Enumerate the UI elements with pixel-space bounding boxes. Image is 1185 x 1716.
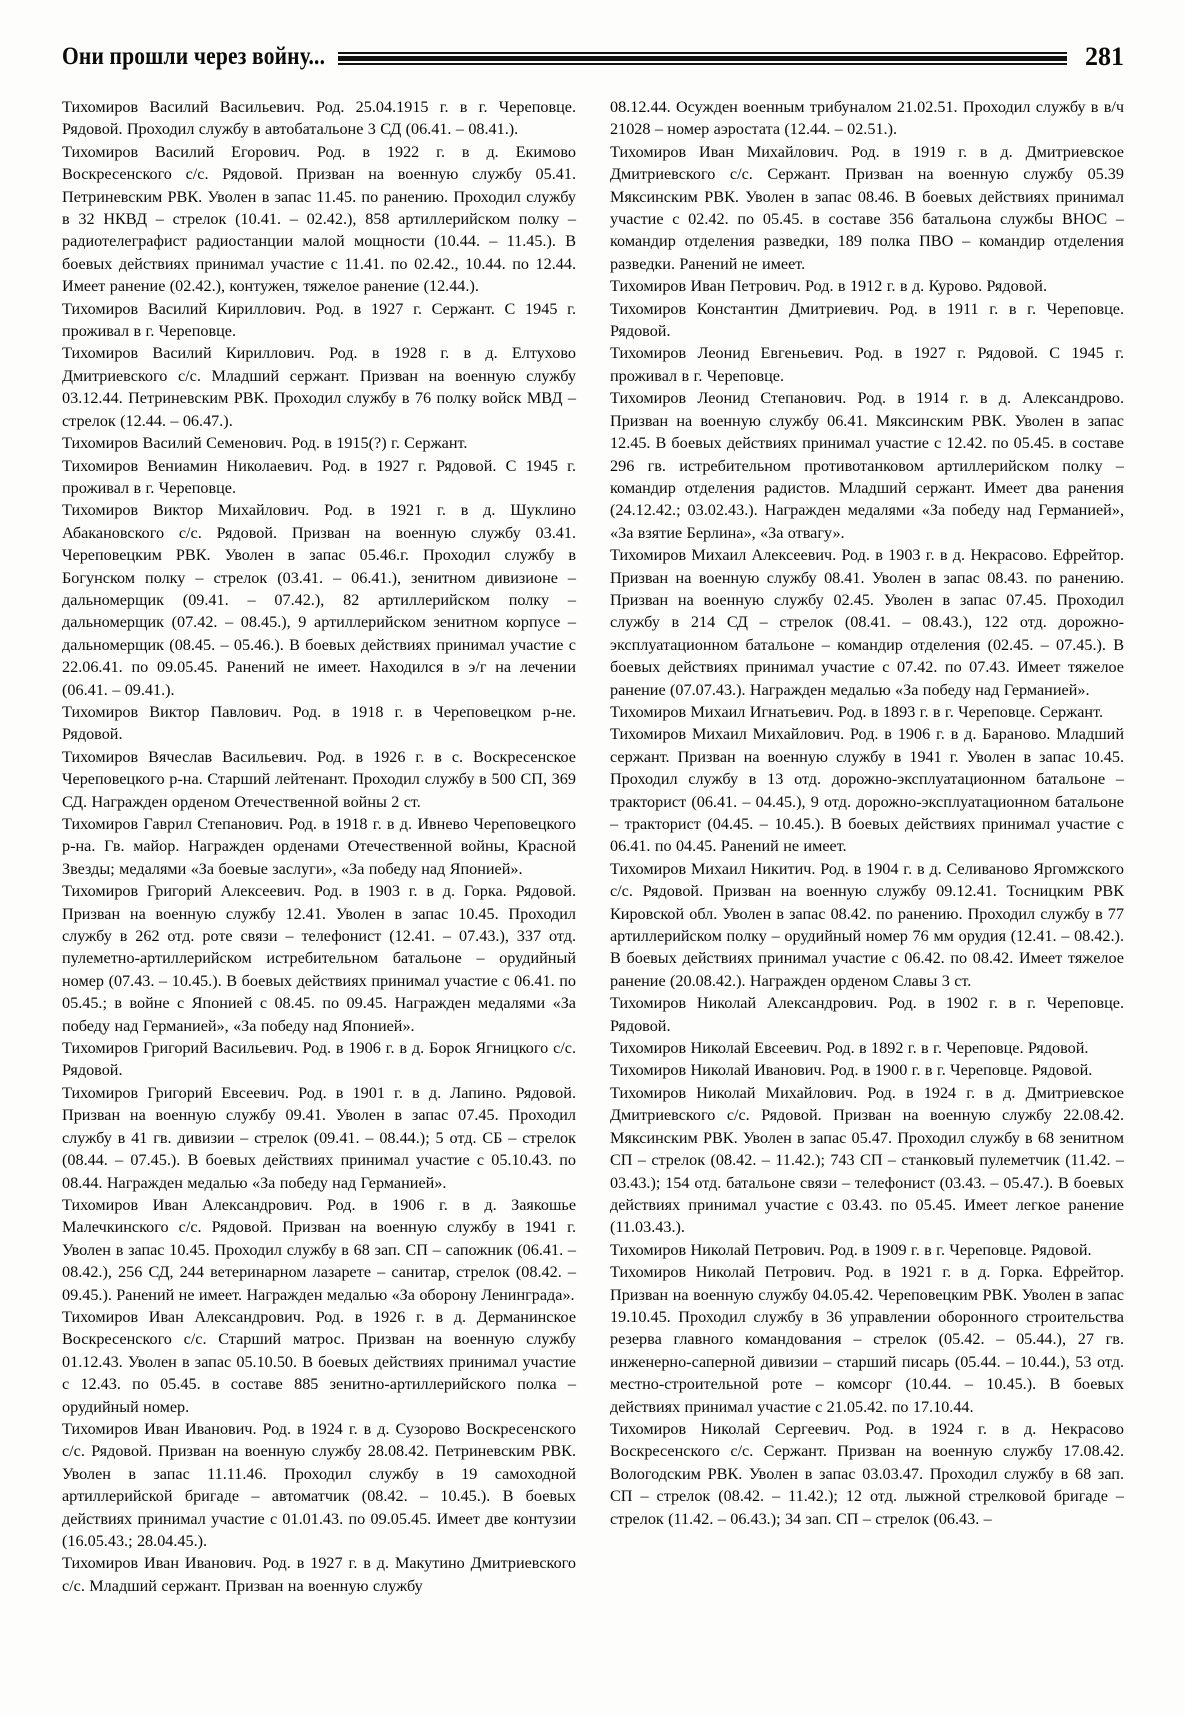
entry-paragraph: Тихомиров Иван Михайлович. Род. в 1919 г. в д. Дмитриевское Дмитриевского с/с. Сержант. Призван на военную службу 05.39 Мяксинским РВК. Уволен в запас 08.46. В боевых действиях принимал участие с 02.42. по 05.45. в составе 356 батальона службы ВНОС – командир отделения разведки, 189 полка ПВО – командир отделения разведки. Ранений не имеет. (610, 142, 1124, 273)
entry-paragraph: Тихомиров Вячеслав Васильевич. Род. в 1926 г. в с. Воскресенское Череповецкого р-на. Старший лейтенант. Проходил службу в 500 СП, 369 СД. Награжден орденом Отечественной войны 2 ст. (62, 747, 576, 811)
entry-paragraph: Тихомиров Иван Александрович. Род. в 1926 г. в д. Дерманинское Воскресенского с/с. Старший матрос. Призван на военную службу 01.12.43. Уволен в запас 05.10.50. В боевых действиях принимал участие с 12.43. по 05.45. в составе 885 зенитно-артиллерийского полка – орудийный номер. (62, 1307, 576, 1416)
entry-paragraph: Тихомиров Николай Михайлович. Род. в 1924 г. в д. Дмитриевское Дмитриевского с/с. Рядовой. Призван на военную службу 22.08.42. Мяксинским РВК. Уволен в запас 05.47. Проходил службу в 68 зенитном СП – стрелок (08.42. – 11.42.); 743 СП – станковый пулеметчик (11.42. – 03.43.); 154 отд. батальоне связи – телефонист (03.43. – 05.47.). В боевых действиях принимал участие с 03.43. по 05.45. Имеет легкое ранение (11.03.43.). (610, 1083, 1124, 1237)
entry-paragraph: Тихомиров Николай Петрович. Род. в 1921 г. в д. Горка. Ефрейтор. Призван на военную службу 04.05.42. Череповецким РВК. Уволен в запас 19.10.45. Проходил службу в 36 управлении оборонного строительства резерва главного командования – стрелок (05.42. – 05.44.), 27 гв. инженерно-саперной дивизии – старший писарь (05.44. – 10.44.), 53 отд. местно-строительной роте – комсорг (10.44. – 10.45.). В боевых действиях принимал участие с 21.05.42. по 17.10.44. (610, 1263, 1124, 1416)
entry-paragraph: Тихомиров Виктор Михайлович. Род. в 1921 г. в д. Шуклино Абакановского с/с. Рядовой. Призван на военную службу 03.41. Череповецким РВК. Уволен в запас 05.46.г. Проходил службу в Богунском полку – стрелок (03.41. – 06.41.), зенитном дивизионе – дальномерщик (09.41. – 07.42.), 82 артиллерийском полку – дальномерщик (07.42. – 08.45.), 9 артиллерийском зенитном корпусе – дальномерщик (08.45. – 05.46.). В боевых действиях принимал участие с 22.06.41. по 09.05.45. Ранений не имеет. Находился в э/г на лечении (06.41. – 09.41.). (62, 501, 576, 699)
book-title: Они прошли через войну... (62, 43, 326, 70)
entry-paragraph: Тихомиров Николай Иванович. Род. в 1900 г. в г. Череповце. Рядовой. (610, 1061, 1093, 1080)
entry-paragraph: Тихомиров Василий Васильевич. Род. 25.04.1915 г. в г. Череповце. Рядовой. Проходил службу в автобатальоне 3 СД (06.41. – 08.41.). (62, 98, 576, 139)
entry-paragraph: Тихомиров Леонид Степанович. Род. в 1914 г. в д. Александрово. Призван на военную службу 06.41. Мяксинским РВК. Уволен в запас 12.45. В боевых действиях принимал участие с 12.42. по 05.45. в составе 296 гв. истребительном противотанковом артиллерийском полку – командир отделения радистов. Младший сержант. Имеет два ранения (24.12.42.; 03.02.43.). Награжден медалями «За победу над Германией», «За взятие Берлина», «За отвагу». (610, 389, 1124, 542)
header-rule-middle-bar (338, 56, 1067, 61)
entry-paragraph: Тихомиров Михаил Алексеевич. Род. в 1903 г. в д. Некрасово. Ефрейтор. Призван на военную службу 08.41. Уволен в запас 08.43. по ранению. Призван на военную службу 02.45. Уволен в запас 07.45. Проходил службу в 214 СД – стрелок (08.41. – 08.43.), 122 отд. дорожно-эксплуатационном батальоне – командир отделения (02.45. – 07.45.). В боевых действиях принимал участие с 07.42. по 07.43. Имеет тяжелое ранение (07.07.43.). Награжден медалью «За победу над Германией». (610, 546, 1124, 699)
entry-paragraph: Тихомиров Виктор Павлович. Род. в 1918 г. в Череповецком р-не. Рядовой. (62, 702, 576, 744)
entry-paragraph: Тихомиров Николай Петрович. Род. в 1909 г. в г. Череповце. Рядовой. (610, 1240, 1092, 1259)
entry-paragraph: Тихомиров Николай Александрович. Род. в 1902 г. в г. Череповце. Рядовой. (610, 994, 1124, 1035)
header-rule-ornament (338, 52, 1067, 65)
entry-paragraph: 08.12.44. Осужден военным трибуналом 21.02.51. Проходил службу в в/ч 21028 – номер аэростата (12.44. – 02.51.). (610, 98, 1124, 139)
entry-paragraph: Тихомиров Михаил Игнатьевич. Род. в 1893 г. в г. Череповце. Сержант. (610, 702, 1103, 721)
entry-paragraph: Тихомиров Михаил Михайлович. Род. в 1906 г. в д. Бараново. Младший сержант. Призван на военную службу в 1941 г. Уволен в запас 10.45. Проходил службу в 13 отд. дорожно-эксплуатационном батальоне – тракторист (06.41. – 04.45.), 9 отд. дорожно-эксплуатационном батальоне – тракторист (04.45. – 10.45.). В боевых действиях принимал участие с 06.41. по 04.45. Ранений не имеет. (610, 725, 1124, 856)
entry-paragraph: Тихомиров Николай Евсеевич. Род. в 1892 г. в г. Череповце. Рядовой. (610, 1039, 1089, 1058)
entry-paragraph: Тихомиров Григорий Васильевич. Род. в 1906 г. в д. Борок Ягницкого с/с. Рядовой. (62, 1039, 576, 1080)
entry-paragraph: Тихомиров Иван Александрович. Род. в 1906 г. в д. Заякошье Малечкинского с/с. Рядовой. Призван на военную службу в 1941 г. Уволен в запас 10.45. Проходил службу в 68 зап. СП – сапожник (06.41. – 08.42.), 256 СД, 244 ветеринарном лазарете – санитар, стрелок (08.42. – 09.45.). Ранений не имеет. Награжден медалью «За оборону Ленинграда». (62, 1195, 576, 1304)
entry-paragraph: Тихомиров Василий Семенович. Род. в 1915(?) г. Сержант. (62, 434, 468, 453)
text-body (62, 96, 1124, 1686)
entry-paragraph: Тихомиров Василий Егорович. Род. в 1922 г. в д. Екимово Воскресенского с/с. Рядовой. Призван на военную службу 05.41. Петриневским РВК. Уволен в запас 11.45. по ранению. Проходил службу в 32 НКВД – стрелок (10.41. – 02.42.), 858 артиллерийском полку – радиотелеграфист радиостанции малой мощности (10.44. – 11.45.). В боевых действиях принимал участие с 11.41. по 02.42., 10.44. по 12.44. Имеет ранение (02.42.), контужен, тяжелое ранение (12.44.). (62, 142, 576, 296)
left-column (62, 96, 576, 1686)
entry-paragraph: Тихомиров Иван Иванович. Род. в 1927 г. в д. Макутино Дмитриевского с/с. Младший сержант. Призван на военную службу (62, 1554, 576, 1595)
entry-paragraph: Тихомиров Николай Сергеевич. Род. в 1924 г. в д. Некрасово Воскресенского с/с. Сержант. Призван на военную службу 17.08.42. Вологодским РВК. Уволен в запас 03.03.47. Проходил службу в 68 зап. СП – стрелок (08.42. – 11.42.); 12 отд. лыжной стрелковой бригаде – стрелок (11.42. – 06.43.); 34 зап. СП – стрелок (06.43. – (610, 1419, 1124, 1528)
entry-paragraph: Тихомиров Гаврил Степанович. Род. в 1918 г. в д. Ивнево Череповецкого р-на. Гв. майор. Награжден орденами Отечественной войны, Красной Звезды; медалями «За боевые заслуги», «За победу над Японией». (62, 815, 576, 878)
running-header (62, 36, 1124, 78)
entry-paragraph: Тихомиров Иван Иванович. Род. в 1924 г. в д. Сузорово Воскресенского с/с. Рядовой. Призван на военную службу 28.08.42. Петриневским РВК. Уволен в запас 11.11.46. Проходил службу в 19 самоходной артиллерийской бригаде – автоматчик (08.42. – 10.45.). В боевых действиях принимал участие с 01.01.43. по 09.05.45. Имеет две контузии (16.05.43.; 28.04.45.). (62, 1419, 576, 1550)
entry-paragraph: Тихомиров Григорий Алексеевич. Род. в 1903 г. в д. Горка. Рядовой. Призван на военную службу 12.41. Уволен в запас 10.45. Проходил службу в 262 отд. роте связи – телефонист (12.41. – 07.43.), 337 отд. пулеметно-артиллерийском истребительном батальоне – орудийный номер (07.43. – 10.45.). В боевых действиях принимал участие с 06.41. по 05.45.; в войне с Японией с 08.45. по 09.45. Награжден медалями «За победу над Германией», «За победу над Японией». (62, 882, 576, 1035)
page-number: 281 (1085, 42, 1124, 71)
entry-paragraph: Тихомиров Григорий Евсеевич. Род. в 1901 г. в д. Лапино. Рядовой. Призван на военную службу 09.41. Уволен в запас 07.45. Проходил службу в 41 гв. дивизии – стрелок (09.41. – 08.44.); 5 отд. СБ – стрелок (08.44. – 07.45.). В боевых действиях принимал участие с 05.10.43. по 08.44. Награжден медалью «За победу над Германией». (62, 1083, 576, 1192)
entry-paragraph: Тихомиров Вениамин Николаевич. Род. в 1927 г. Рядовой. С 1945 г. проживал в г. Череповце. (62, 456, 576, 497)
entry-paragraph: Тихомиров Василий Кириллович. Род. в 1927 г. Сержант. С 1945 г. проживал в г. Череповце. (62, 299, 576, 341)
entry-paragraph: Тихомиров Василий Кириллович. Род. в 1928 г. в д. Елтухово Дмитриевского с/с. Младший сержант. Призван на военную службу 03.12.44. Петриневским РВК. Проходил службу в 76 полку войск МВД – стрелок (12.44. – 06.47.). (62, 344, 576, 430)
entry-paragraph: Тихомиров Константин Дмитриевич. Род. в 1911 г. в г. Череповце. Рядовой. (610, 299, 1124, 341)
entry-paragraph: Тихомиров Михаил Никитич. Род. в 1904 г. в д. Селиваново Яргомжского с/с. Рядовой. Призван на военную службу 09.12.41. Тосницким РВК Кировской обл. Уволен в запас 08.42. по ранению. Проходил службу в 77 артиллерийском полку – орудийный номер 76 мм орудия (12.41. – 08.42.). В боевых действиях принимал участие с 06.42. по 08.42. Имеет тяжелое ранение (20.08.42.). Награжден орденом Славы 3 ст. (610, 859, 1124, 990)
right-column (610, 96, 1124, 1686)
entry-paragraph: Тихомиров Леонид Евгеньевич. Род. в 1927 г. Рядовой. С 1945 г. проживал в г. Череповце. (610, 344, 1124, 385)
entry-paragraph: Тихомиров Иван Петрович. Род. в 1912 г. в д. Курово. Рядовой. (610, 277, 1047, 296)
